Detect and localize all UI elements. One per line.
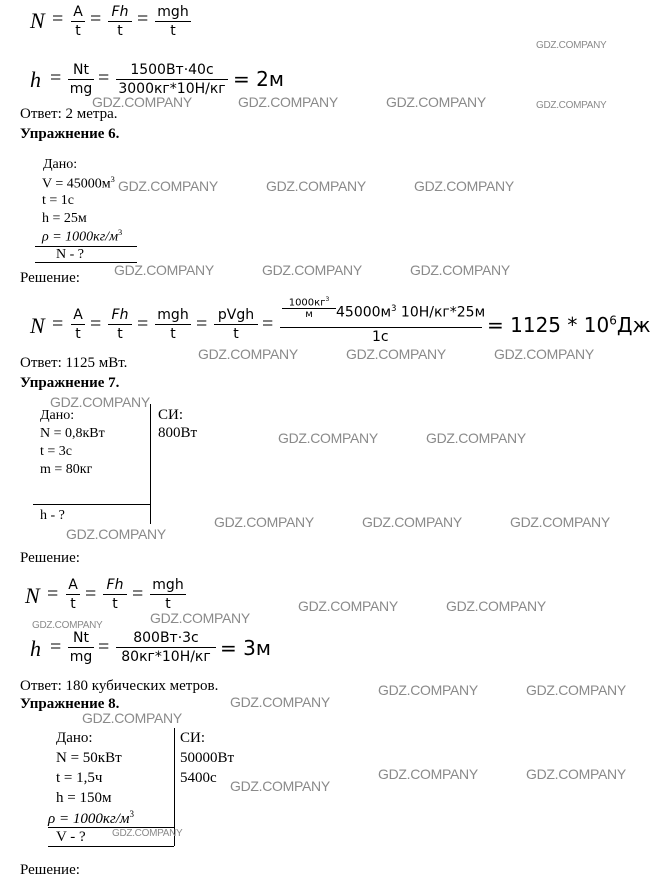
watermark: GDZ.COMPANY: [150, 610, 250, 626]
fraction-bar: [155, 324, 191, 325]
watermark: GDZ.COMPANY: [378, 766, 478, 782]
equals-sign: =: [47, 583, 59, 605]
ex6-divider: [35, 246, 137, 247]
fraction-numerator: 800Вт·3с: [133, 630, 199, 646]
fraction-bar: [214, 324, 258, 325]
equals-sign: =: [98, 67, 110, 89]
ex7-solution-label: Решение:: [20, 550, 80, 566]
ex6-given-v: [42, 175, 115, 193]
formula-part: [68, 630, 94, 665]
formula-part: 10Н/кг*25м: [400, 304, 486, 321]
superscript: 6: [609, 313, 617, 328]
ex8-given-h: h = 150м: [56, 790, 112, 806]
formula-part: [280, 327, 482, 328]
fraction-denominator: mg: [69, 81, 93, 97]
formula-part: [116, 630, 216, 665]
formula-part: = 1125 * 10: [487, 313, 610, 337]
ex8-find: V - ?: [56, 829, 86, 845]
ex6-density-frac: [282, 296, 336, 320]
formula-part: N: [25, 583, 40, 608]
equals-sign: =: [50, 67, 62, 89]
fraction-denominator: t: [170, 326, 176, 342]
watermark: GDZ.COMPANY: [446, 598, 546, 614]
formula-part: [48, 846, 174, 847]
fraction-numerator: Nt: [73, 62, 89, 78]
superscript: 3: [118, 228, 123, 237]
formula-part: м: [282, 308, 336, 320]
watermark: GDZ.COMPANY: [278, 430, 378, 446]
ex7-given-t: t = 3c: [40, 444, 72, 459]
watermark: GDZ.COMPANY: [386, 94, 486, 110]
equals-sign: =: [262, 313, 274, 335]
watermark: GDZ.COMPANY: [536, 40, 607, 51]
ex8-given-rho: [48, 809, 134, 828]
fraction-denominator: t: [117, 23, 123, 39]
fraction-denominator: mg: [69, 649, 93, 665]
fraction-numerator: A: [68, 577, 78, 593]
fraction-denominator: t: [233, 326, 239, 342]
fraction-denominator: t: [112, 596, 118, 612]
fraction-bar: [108, 21, 132, 22]
watermark: GDZ.COMPANY: [112, 828, 183, 839]
fraction-numerator: Nt: [73, 630, 89, 646]
ex7-result: = 3м: [220, 636, 271, 660]
equals-sign: =: [50, 636, 62, 658]
ex7-given-n: N = 0,8кВт: [40, 426, 105, 441]
watermark: GDZ.COMPANY: [230, 694, 330, 710]
watermark: GDZ.COMPANY: [50, 394, 150, 410]
ex7-given-m: m = 80кг: [40, 462, 93, 477]
answer-ex6: Ответ: 1125 мВт.: [20, 355, 128, 371]
ex7-given-label: Дано:: [40, 408, 75, 423]
equals-sign: =: [52, 313, 64, 335]
fraction-bar: [155, 21, 191, 22]
ex6-given-label: Дано:: [43, 157, 78, 172]
ex6-result: [487, 313, 650, 337]
fraction-denominator: t: [170, 23, 176, 39]
fraction-bar: [108, 324, 132, 325]
ex7-find: h - ?: [40, 508, 65, 523]
fraction-numerator: A: [73, 4, 83, 20]
fraction-denominator: t: [75, 23, 81, 39]
fraction-denominator: 80кг*10Н/кг: [121, 649, 211, 665]
watermark: GDZ.COMPANY: [414, 178, 514, 194]
watermark: GDZ.COMPANY: [230, 778, 330, 794]
ex8-given-n: N = 50кВт: [56, 750, 122, 766]
eq1-frac-fh: [108, 4, 132, 39]
fraction-denominator: t: [70, 596, 76, 612]
formula-part: ρ = 1000кг/м: [42, 229, 119, 245]
ex8-si-t: 5400с: [180, 770, 217, 786]
equals-sign: =: [85, 583, 97, 605]
watermark: GDZ.COMPANY: [410, 262, 510, 278]
equals-sign: =: [98, 636, 110, 658]
watermark: GDZ.COMPANY: [526, 766, 626, 782]
ex6-given-rho: [42, 228, 122, 246]
eq1-frac-a: [71, 4, 85, 39]
equals-sign: =: [137, 8, 149, 30]
ex6-given-h: h = 25м: [42, 211, 87, 226]
watermark: GDZ.COMPANY: [536, 100, 607, 111]
fraction-numerator: mgh: [157, 4, 189, 20]
fraction-denominator: t: [75, 326, 81, 342]
equals-sign: =: [90, 313, 102, 335]
ex7-divider: [33, 504, 150, 505]
fraction-numerator: Fh: [111, 4, 129, 20]
fraction-bar: [68, 79, 94, 80]
formula-part: [71, 307, 85, 342]
watermark: GDZ.COMPANY: [346, 346, 446, 362]
formula-part: [150, 577, 186, 612]
fraction-bar: [103, 594, 127, 595]
formula-part: [282, 296, 336, 308]
fraction-numerator: pVgh: [217, 307, 255, 323]
superscript: 3: [129, 809, 134, 819]
formula-part: [66, 577, 80, 612]
watermark: GDZ.COMPANY: [66, 526, 166, 542]
ex7-vertical-divider: [150, 404, 151, 524]
fraction-bar: [116, 647, 216, 648]
ex6-big-numerator: [336, 303, 485, 321]
formula-part: [214, 307, 258, 342]
formula-part: [155, 307, 191, 342]
watermark: GDZ.COMPANY: [238, 94, 338, 110]
fraction-numerator: mgh: [152, 577, 184, 593]
formula-part: ρ = 1000кг/м: [48, 811, 130, 827]
formula-part: [103, 577, 127, 612]
fraction-numerator: mgh: [157, 307, 189, 323]
ex8-solution-label: Решение:: [20, 862, 80, 878]
fraction-bar: [150, 594, 186, 595]
eq2-frac-nt: [68, 62, 94, 97]
ex8-si-label: СИ:: [180, 730, 206, 746]
formula-part: 1000кг: [288, 297, 326, 309]
watermark: GDZ.COMPANY: [214, 514, 314, 530]
fraction-bar: [71, 21, 85, 22]
watermark: GDZ.COMPANY: [118, 178, 218, 194]
watermark: GDZ.COMPANY: [114, 262, 214, 278]
fraction-numerator: Fh: [106, 577, 124, 593]
ex8-title: Упражнение 8.: [20, 696, 120, 712]
ex7-title: Упражнение 7.: [20, 375, 120, 391]
watermark: GDZ.COMPANY: [298, 598, 398, 614]
superscript: 3: [110, 175, 115, 184]
superscript: 3: [391, 303, 397, 313]
fraction-denominator: t: [165, 596, 171, 612]
watermark: GDZ.COMPANY: [362, 514, 462, 530]
fraction-numerator: 1500Вт·40с: [130, 62, 214, 78]
watermark: GDZ.COMPANY: [32, 620, 103, 631]
watermark: GDZ.COMPANY: [262, 262, 362, 278]
eq1-lhs: N: [30, 8, 45, 33]
eq2-frac-values: [116, 62, 228, 97]
eq2-lhs: h: [30, 67, 41, 92]
eq1-equals: =: [52, 8, 64, 30]
equals-sign: =: [137, 313, 149, 335]
eq1-frac-mgh: [155, 4, 191, 39]
fraction-numerator: Fh: [111, 307, 129, 323]
ex6-find: N - ?: [56, 247, 84, 262]
equals-sign: =: [196, 313, 208, 335]
eq2-result: = 2м: [233, 67, 284, 91]
watermark: GDZ.COMPANY: [266, 178, 366, 194]
fraction-numerator: A: [73, 307, 83, 323]
fraction-bar: [68, 647, 94, 648]
equals-sign: =: [90, 8, 102, 30]
formula-part: Дж: [616, 313, 650, 337]
watermark: GDZ.COMPANY: [510, 514, 610, 530]
formula-part: h: [30, 636, 41, 661]
ex7-si-label: СИ:: [158, 407, 184, 423]
formula-part: N: [30, 313, 45, 338]
ex6-given-t: t = 1c: [42, 193, 74, 208]
ex8-given-t: t = 1,5ч: [56, 770, 103, 786]
superscript: 3: [325, 296, 330, 303]
ex6-big-denominator: 1с: [372, 329, 389, 345]
watermark: GDZ.COMPANY: [526, 682, 626, 698]
watermark: GDZ.COMPANY: [378, 682, 478, 698]
fraction-bar: [116, 79, 228, 80]
ex8-given-label: Дано:: [56, 730, 93, 746]
watermark: GDZ.COMPANY: [426, 430, 526, 446]
formula-part: 45000м: [336, 304, 392, 321]
ex6-title: Упражнение 6.: [20, 126, 120, 142]
ex6-solution-label: Решение:: [20, 270, 80, 286]
fraction-denominator: t: [117, 326, 123, 342]
equals-sign: =: [132, 583, 144, 605]
watermark: GDZ.COMPANY: [82, 710, 182, 726]
formula-part: V = 45000м: [42, 176, 111, 192]
ex7-si-n: 800Вт: [158, 425, 198, 441]
answer-ex7: Ответ: 180 кубических метров.: [20, 678, 219, 694]
watermark: GDZ.COMPANY: [494, 346, 594, 362]
watermark: GDZ.COMPANY: [198, 346, 298, 362]
fraction-bar: [71, 324, 85, 325]
watermark: GDZ.COMPANY: [92, 94, 192, 110]
answer-ex5: Ответ: 2 метра.: [20, 106, 118, 122]
ex8-si-n: 50000Вт: [180, 750, 235, 766]
formula-part: [108, 307, 132, 342]
fraction-denominator: 3000кг*10Н/кг: [118, 81, 226, 97]
fraction-bar: [66, 594, 80, 595]
